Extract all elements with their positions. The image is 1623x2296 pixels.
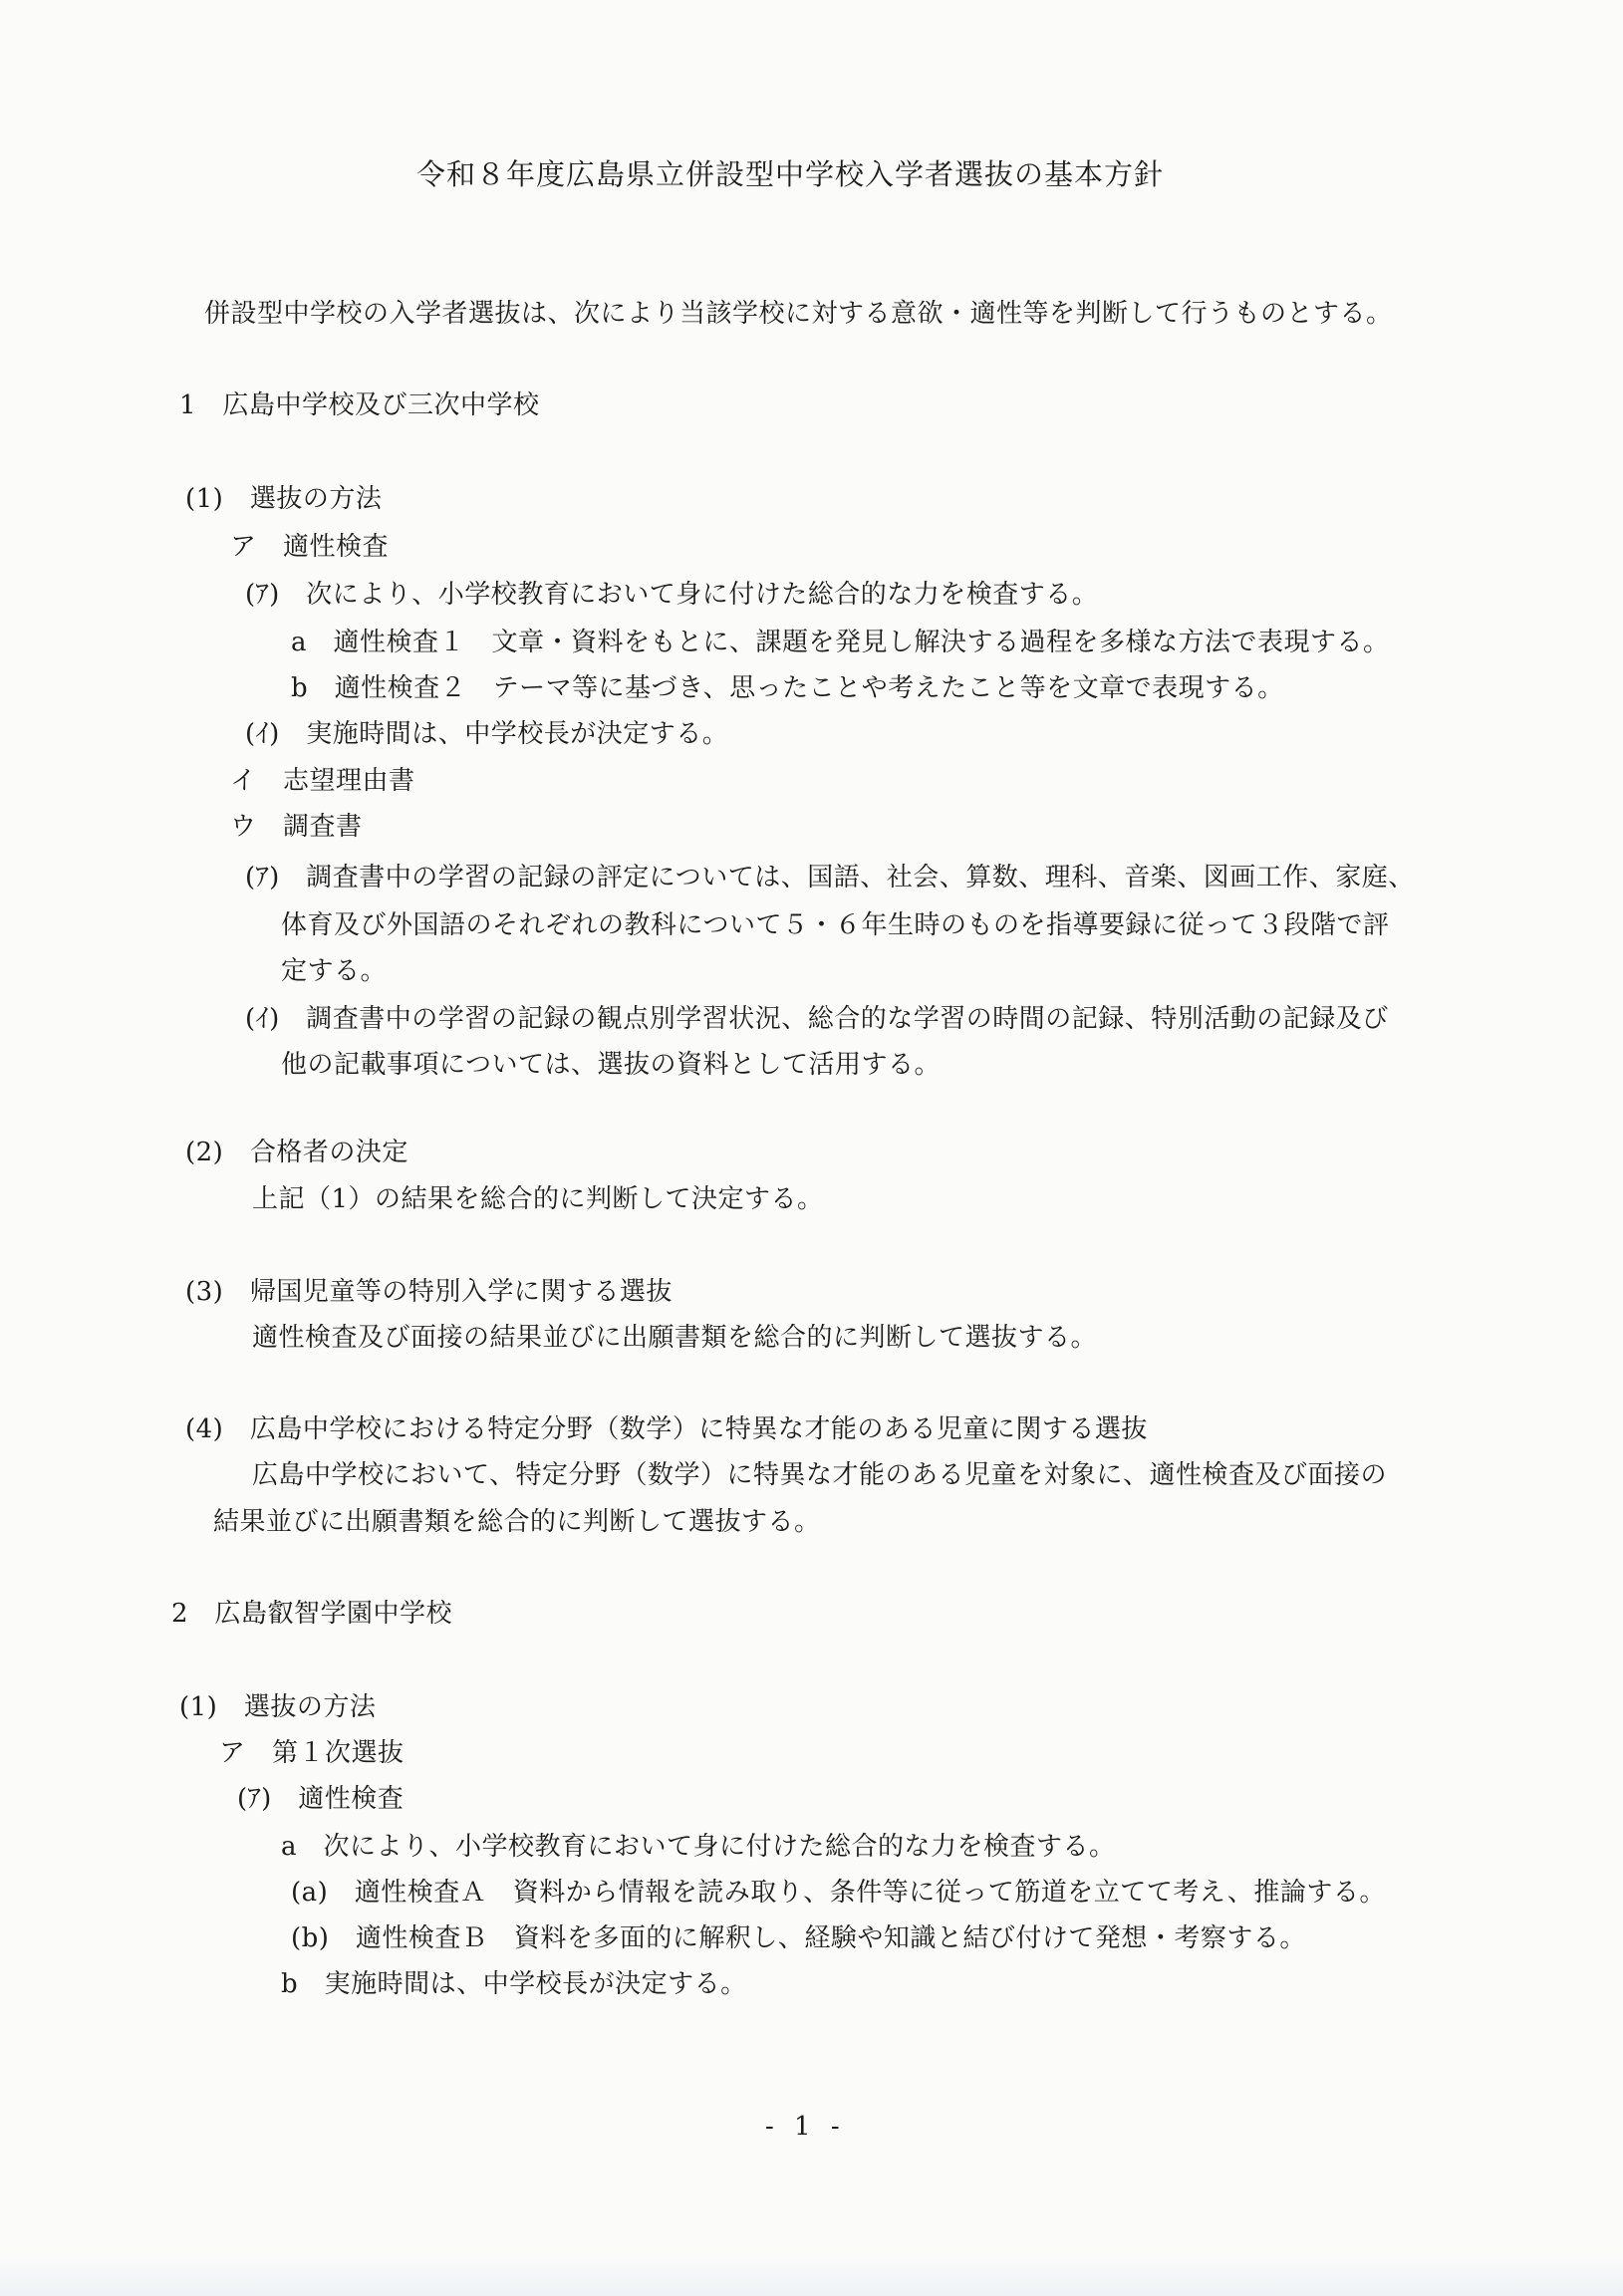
section-1-heading: 1 広島中学校及び三次中学校 xyxy=(179,390,540,420)
page-title: 令和８年度広島県立併設型中学校入学者選抜の基本方針 xyxy=(416,157,1165,191)
section-1-1-heading: (1) 選抜の方法 xyxy=(185,484,383,514)
section-1-2-heading: (2) 合格者の決定 xyxy=(185,1138,408,1167)
section-1-3-heading: (3) 帰国児童等の特別入学に関する選抜 xyxy=(185,1277,673,1307)
section-1-1-a-2: (ｲ) 実施時間は、中学校長が決定する。 xyxy=(245,719,729,749)
section-1-1-u-1-line-3: 定する。 xyxy=(281,956,388,986)
section-1-1-u-heading: ウ 調査書 xyxy=(230,812,363,842)
section-1-1-u-2-line-1: (ｲ) 調査書中の学習の記録の観点別学習状況、総合的な学習の時間の記録、特別活動の記録及び xyxy=(245,1004,1389,1034)
section-1-1-a-1-a: a 適性検査１ 文章・資料をもとに、課題を発見し解決する過程を多様な方法で表現する。 xyxy=(291,628,1390,657)
section-1-4-heading: (4) 広島中学校における特定分野（数学）に特異な才能のある児童に関する選抜 xyxy=(185,1414,1148,1444)
section-1-1-u-1-line-2: 体育及び外国語のそれぞれの教科について５・６年生時のものを指導要録に従って３段階で評 xyxy=(281,910,1390,940)
section-2-1-a-1: (ｱ) 適性検査 xyxy=(237,1784,405,1814)
section-1-1-a-1: (ｱ) 次により、小学校教育において身に付けた総合的な力を検査する。 xyxy=(245,580,1099,610)
section-2-1-heading: (1) 選抜の方法 xyxy=(179,1692,377,1722)
section-1-1-a-heading: ア 適性検査 xyxy=(230,532,390,562)
section-1-1-i-heading: イ 志望理由書 xyxy=(230,766,415,796)
section-1-3-body: 適性検査及び面接の結果並びに出願書類を総合的に判断して選抜する。 xyxy=(252,1323,1098,1353)
section-1-4-body-line-2: 結果並びに出願書類を総合的に判断して選抜する。 xyxy=(213,1507,821,1537)
section-2-1-a-heading: ア 第１次選抜 xyxy=(219,1738,405,1768)
section-1-1-u-1-line-1: (ｱ) 調査書中の学習の記録の評定については、国語、社会、算数、理科、音楽、図画工作、家庭、 xyxy=(245,863,1415,893)
section-2-1-a-1-a-a: (a) 適性検査Ａ 資料から情報を読み取り、条件等に従って筋道を立てて考え、推論する。 xyxy=(291,1878,1386,1908)
section-2-1-a-1-a-b: (b) 適性検査Ｂ 資料を多面的に解釈し、経験や知識と結び付けて発想・考察する。 xyxy=(291,1923,1306,1953)
section-1-4-body-line-1: 広島中学校において、特定分野（数学）に特異な才能のある児童を対象に、適性検査及び面接の xyxy=(252,1460,1387,1490)
section-1-2-body: 上記（1）の結果を総合的に判断して決定する。 xyxy=(252,1184,824,1214)
section-2-1-a-1-b: b 実施時間は、中学校長が決定する。 xyxy=(281,1969,747,1999)
intro-paragraph: 併設型中学校の入学者選抜は、次により当該学校に対する意欲・適性等を判断して行うものとする。 xyxy=(204,299,1393,329)
section-2-heading: 2 広島叡智学園中学校 xyxy=(171,1599,453,1629)
scan-edge xyxy=(0,2256,1623,2296)
section-1-1-a-1-b: b 適性検査２ テーマ等に基づき、思ったことや考えたこと等を文章で表現する。 xyxy=(291,673,1284,703)
section-2-1-a-1-a: a 次により、小学校教育において身に付けた総合的な力を検査する。 xyxy=(281,1832,1116,1862)
page-number: - 1 - xyxy=(765,2112,846,2142)
section-1-1-u-2-line-2: 他の記載事項については、選抜の資料として活用する。 xyxy=(281,1050,941,1080)
